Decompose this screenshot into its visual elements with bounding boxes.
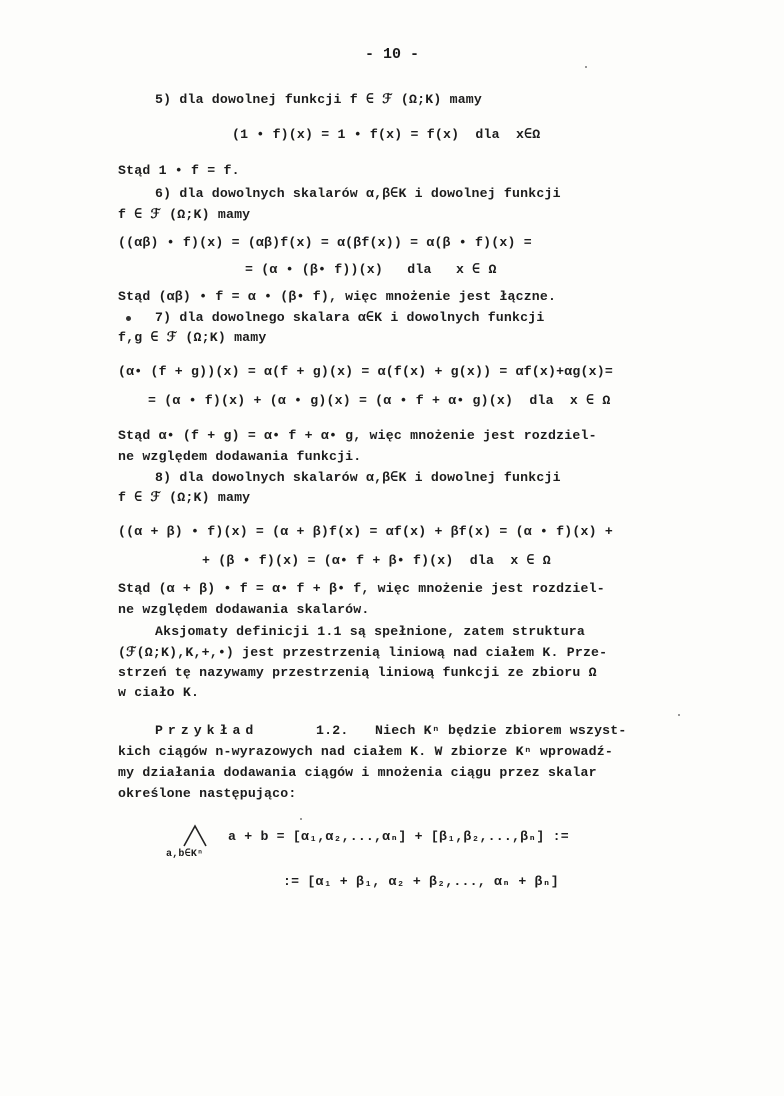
scan-speck [678, 714, 680, 716]
formula-line: ((α + β) • f)(x) = (α + β)f(x) = αf(x) + βf(x) = (α • f)(x) + [118, 524, 613, 539]
formula-line: a + b = [α₁,α₂,...,αₙ] + [β₁,β₂,...,βₙ] := [228, 829, 569, 844]
text-line: Stąd α• (f + g) = α• f + α• g, więc mnożenie jest rozdziel- [118, 428, 597, 443]
example-label: Przykład [155, 723, 259, 738]
formula-line: = (α • (β• f))(x) dla x ∈ Ω [245, 262, 497, 277]
text-line: określone następująco: [118, 786, 297, 801]
text-line: Stąd 1 • f = f. [118, 163, 240, 178]
text-line: f ∈ ℱ (Ω;K) mamy [118, 490, 251, 505]
text-line: Niech Kⁿ będzie zbiorem wszyst- [375, 723, 627, 738]
text-line: f,g ∈ ℱ (Ω;K) mamy [118, 330, 267, 345]
bullet-mark [126, 316, 131, 321]
text-line: Stąd (α + β) • f = α• f + β• f, więc mnożenie jest rozdziel- [118, 581, 605, 596]
formula-line: := [α₁ + β₁, α₂ + β₂,..., αₙ + βₙ] [283, 874, 559, 889]
quantifier-subscript: a,b∈Kⁿ [166, 849, 204, 860]
text-line: 8) dla dowolnych skalarów α,β∈K i dowolnej funkcji [155, 470, 561, 485]
text-line: ne względem dodawania skalarów. [118, 602, 370, 617]
text-line: (ℱ(Ω;K),K,+,•) jest przestrzenią liniową nad ciałem K. Prze- [118, 645, 608, 660]
text-line: 7) dla dowolnego skalara α∈K i dowolnych funkcji [155, 310, 545, 325]
example-number: 1.2. [316, 723, 349, 738]
big-wedge-icon [182, 824, 208, 848]
text-line: w ciało K. [118, 685, 200, 700]
text-line: f ∈ ℱ (Ω;K) mamy [118, 207, 251, 222]
formula-line: ((αβ) • f)(x) = (αβ)f(x) = α(βf(x)) = α(β • f)(x) = [118, 235, 532, 250]
page-number: - 10 - [364, 46, 419, 63]
formula-line: = (α • f)(x) + (α • g)(x) = (α • f + α• g)(x) dla x ∈ Ω [148, 393, 611, 408]
text-line: 5) dla dowolnej funkcji f ∈ ℱ (Ω;K) mamy [155, 92, 483, 107]
text-line: my działania dodawania ciągów i mnożenia ciągu przez skalar [118, 765, 597, 780]
text-line: strzeń tę nazywamy przestrzenią liniową funkcji ze zbioru Ω [118, 665, 597, 680]
formula-line: (α• (f + g))(x) = α(f + g)(x) = α(f(x) + g(x)) = αf(x)+αg(x)= [118, 364, 613, 379]
formula-line: + (β • f)(x) = (α• f + β• f)(x) dla x ∈ Ω [202, 553, 551, 568]
formula-line: (1 • f)(x) = 1 • f(x) = f(x) dla x∈Ω [232, 127, 541, 142]
scan-speck [585, 66, 587, 68]
text-line: kich ciągów n-wyrazowych nad ciałem K. W zbiorze Kⁿ wprowadź- [118, 744, 613, 759]
text-line: Stąd (αβ) • f = α • (β• f), więc mnożenie jest łączne. [118, 289, 557, 304]
text-line: 6) dla dowolnych skalarów α,β∈K i dowolnej funkcji [155, 186, 561, 201]
scan-speck [300, 818, 302, 820]
text-line: Aksjomaty definicji 1.1 są spełnione, zatem struktura [155, 624, 586, 639]
text-line: ne względem dodawania funkcji. [118, 449, 362, 464]
